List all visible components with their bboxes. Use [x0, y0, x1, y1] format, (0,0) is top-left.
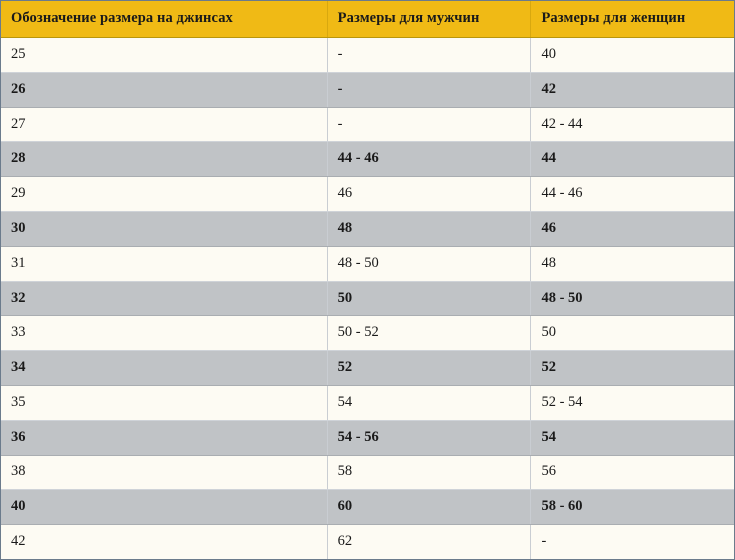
column-header-women-size: Размеры для женщин [531, 1, 734, 38]
cell-jeans-size: 42 [1, 525, 327, 559]
cell-women-size: 44 [531, 142, 734, 177]
cell-women-size: 44 - 46 [531, 177, 734, 212]
cell-jeans-size: 34 [1, 351, 327, 386]
cell-men-size: - [327, 107, 531, 142]
cell-women-size: 40 [531, 38, 734, 73]
table-row [1, 490, 734, 525]
table-row [1, 72, 734, 107]
table-row [1, 316, 734, 351]
cell-men-size: - [327, 38, 531, 73]
cell-jeans-size: 25 [1, 38, 327, 73]
cell-men-size: 50 [327, 281, 531, 316]
cell-women-size: 56 [531, 455, 734, 490]
cell-jeans-size: 36 [1, 420, 327, 455]
cell-men-size: 48 [327, 211, 531, 246]
table-row [1, 281, 734, 316]
table-row [1, 455, 734, 490]
cell-men-size: 48 - 50 [327, 246, 531, 281]
table-row [1, 420, 734, 455]
cell-women-size: 54 [531, 420, 734, 455]
table-row [1, 107, 734, 142]
cell-jeans-size: 26 [1, 72, 327, 107]
cell-jeans-size: 35 [1, 385, 327, 420]
cell-jeans-size: 30 [1, 211, 327, 246]
cell-jeans-size: 29 [1, 177, 327, 212]
cell-men-size: 58 [327, 455, 531, 490]
table-header-row [1, 1, 734, 38]
table-row [1, 211, 734, 246]
cell-jeans-size: 33 [1, 316, 327, 351]
cell-women-size: 42 [531, 72, 734, 107]
table-row [1, 177, 734, 212]
table-row [1, 385, 734, 420]
cell-men-size: 60 [327, 490, 531, 525]
cell-men-size: 44 - 46 [327, 142, 531, 177]
cell-men-size: 50 - 52 [327, 316, 531, 351]
table-row [1, 142, 734, 177]
cell-women-size: 48 - 50 [531, 281, 734, 316]
table-row [1, 246, 734, 281]
cell-jeans-size: 28 [1, 142, 327, 177]
cell-women-size: 58 - 60 [531, 490, 734, 525]
cell-men-size: 46 [327, 177, 531, 212]
cell-women-size: 52 [531, 351, 734, 386]
cell-women-size: 42 - 44 [531, 107, 734, 142]
cell-women-size: 50 [531, 316, 734, 351]
column-header-jeans-size: Обозначение размера на джинсах [1, 1, 327, 38]
table-row [1, 38, 734, 73]
table-row [1, 351, 734, 386]
table-row [1, 525, 734, 559]
cell-women-size: 48 [531, 246, 734, 281]
cell-jeans-size: 32 [1, 281, 327, 316]
cell-jeans-size: 38 [1, 455, 327, 490]
cell-jeans-size: 31 [1, 246, 327, 281]
cell-men-size: 52 [327, 351, 531, 386]
cell-women-size: 52 - 54 [531, 385, 734, 420]
column-header-men-size: Размеры для мужчин [327, 1, 531, 38]
cell-men-size: - [327, 72, 531, 107]
jeans-size-table [1, 1, 734, 559]
cell-women-size: 46 [531, 211, 734, 246]
cell-men-size: 54 [327, 385, 531, 420]
cell-men-size: 54 - 56 [327, 420, 531, 455]
table-body [1, 38, 734, 560]
cell-jeans-size: 27 [1, 107, 327, 142]
table-header [1, 1, 734, 38]
cell-men-size: 62 [327, 525, 531, 559]
cell-jeans-size: 40 [1, 490, 327, 525]
cell-women-size: - [531, 525, 734, 559]
